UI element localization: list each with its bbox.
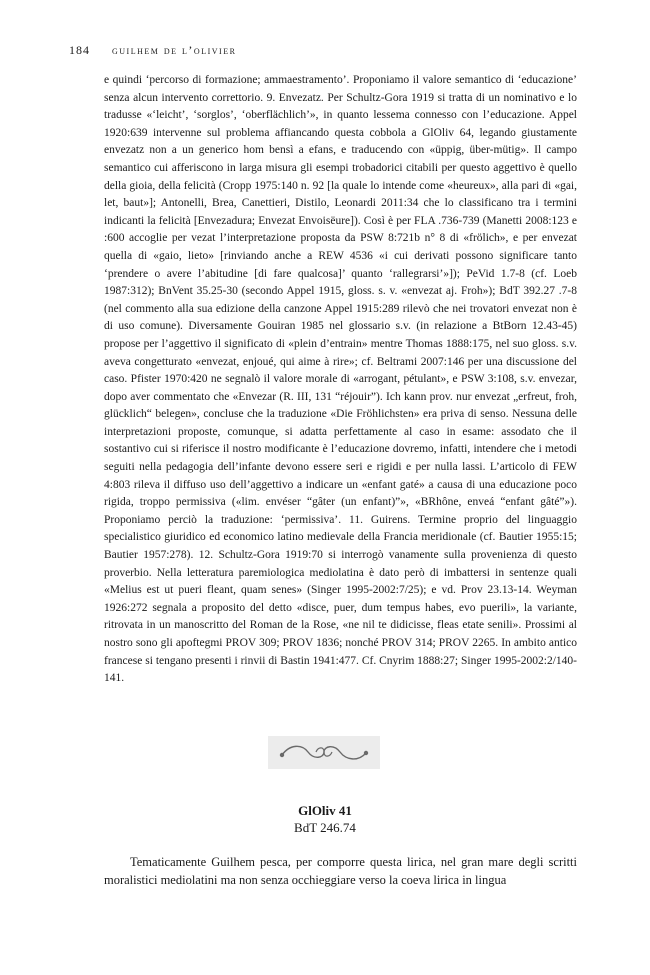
intro-paragraph: Tematicamente Guilhem pesca, per comporre questa lirica, nel gran mare degli scritti moralistici mediolatini ma non senza occhieggiare verso la coeva lirica in lingua <box>104 855 577 887</box>
swash-ornament <box>268 736 380 769</box>
running-head-title: guilhem de l’olivier <box>112 43 237 57</box>
commentary-text: e quindi ‘percorso di formazione; ammaestramento’. Proponiamo il valore semantico di ‘educazione’ senza alcun intervento correttorio. 9. Envezatz. Per Schultz-Gora 1919 si tratta di un nominativo e lo tradusse «‘leicht’, ‘sorglos’, ‘oberflächlich’», in quanto lessema connesso con l’educazione. Appel 1920:639 intervenne sul problema affiancando questa cobbola a GlOliv 64, legando giustamente envezatz non a un generico hom bensì a efans, e traducendo con «üppig, über-mütig». Il campo semantico cui afferiscono in larga misura gli esempi trobadorici citabili per questo aggettivo è quello della gioia, della felicità (Cropp 1975:140 n. 92 [la quale lo intende come «heureux», alla pari di «gai, let, baut»]; Antonelli, Brea, Canettieri, Distilo, Leonardi 2011:34 che lo classificano tra i termini indicanti la felicità [Envezadura; Envezat Envoisëure]). Così è per FLA .736-739 (Manetti 2008:123 e :600 accoglie per vezat l’interpretazione proposta da PSW 8:721b n° 8 di «frölich», e per envezat quella di «gaio, lieto» [rinviando anche a REW 4536 «i cui derivati possono significare tanto ‘prendere o avere l’abitudine [di fare qualcosa]’ quanto ‘rallegrarsi’»]); PeVid 1.7-8 (cf. Loeb 1987:312); BnVent 35.25-30 (secondo Appel 1915, gloss. s. v. «envezat aj. Froh»); BdT 392.27 .7-8 (nel commento alla sua edizione della canzone Appel 1915:289 rilevò che nei trovatori envezat non è di uso comune). Diversamente Gouiran 1985 nel glossario s.v. (in relazione a BtBorn 12.43-45) propose per l’aggettivo il significato di «plein d’entrain» mentre Thomas 1888:175, nel suo gloss. s.v. aveva congetturato «envezat, enjoué, qui aime à rire»; cf. Beltrami 2007:146 per una discussione del caso. Pfister 1970:420 ne segnalò il valore morale di «arrogant, pétulant», e PSW 3:108, s.v. envezar, dopo aver commentato che «Envezar (R. III, 131 “réjouir”). Ich kann prov. nur envezat „erfreut, froh, glücklich“ belegen», concluse che la traduzione «Die Fröhlichsten» era priva di senso. Nessuna delle interpretazioni proposte, comunque, si adatta perfettamente al caso in esame: assodato che il sostantivo cui si riferisce il nostro modificante è l’educazione dovremo, infatti, intendere che i metodi seguiti nella pedagogia dell’infante devono essere seri e rigidi e per nulla lassi. L’articolo di FEW 4:803 rileva il diffuso uso dell’aggettivo a indicare un «enfant gaté» a causa di una educazione poco rigida, troppo permissiva («lim. envéser “gâter (un enfant)”», «BRhône, enveá “enfant gâté”»). Proponiamo perciò la traduzione: ‘permissiva’. 11. Guirens. Termine proprio del linguaggio specialistico giuridico ed economico latino medievale della Francia meridionale (cf. Bautier 1955:15; Bautier 1957:278). 12. Schultz-Gora 1919:70 si interrogò vanamente sulla provenienza di questo proverbio. Nella letteratura paremiologica mediolatina è dato però di imbattersi in sentenze quali «Melius est ut pueri fleant, quam senes» (Singer 1995-2002:7/25); e vd. Prov 23.13-14. Weyman 1926:272 segnala a proposito del detto «disce, puer, dum tempus habes, evo puerili», la variante, ritrovata in un manoscritto del Roman de la Rose, «ne nil te didicisse, fleas etate senili». Prossimi al nostro sono gli apoftegmi PROV 309; PROV 1836; nonché PROV 314; PROV 2265. In ambito antico francese si tengano presenti i rinvii di Bastin 1941:477. Cf. Cnyrim 1888:27; Singer 1995-2002:2/140-141. <box>104 74 577 685</box>
page-number: 184 <box>69 43 90 57</box>
poem-reference: BdT 246.74 <box>294 820 356 835</box>
poem-title: GlOliv 41 <box>298 803 352 818</box>
running-header <box>69 43 236 58</box>
